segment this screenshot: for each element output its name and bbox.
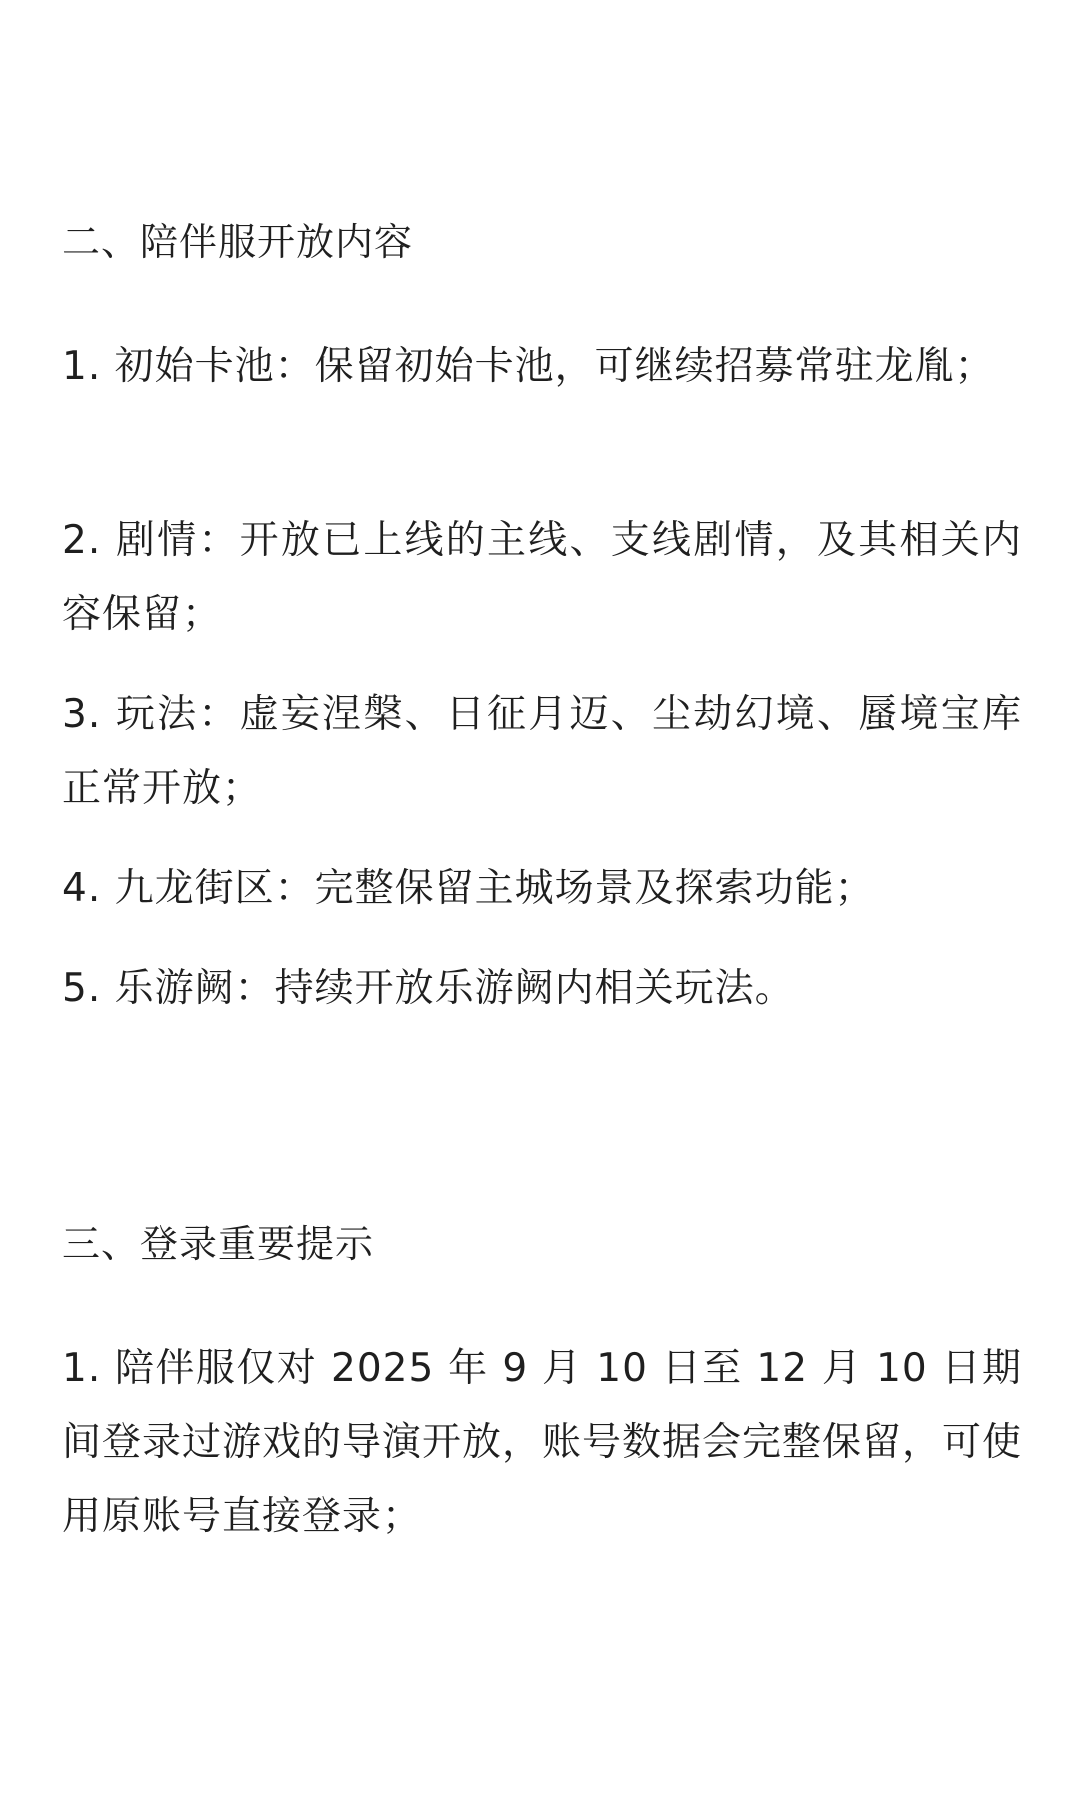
section-2-item-5: 5. 乐游阙：持续开放乐游阙内相关玩法。 bbox=[62, 966, 795, 1011]
section-3-item-1: 1. 陪伴服仅对 2025 年 9 月 10 日至 12 月 10 日期间登录过游戏的导演开放，账号数据会完整保留，可使用原账号直接登录； bbox=[62, 1346, 1023, 1539]
section-2-item-2: 2. 剧情：开放已上线的主线、支线剧情，及其相关内容保留； bbox=[62, 518, 1022, 637]
section-2-item-4: 4. 九龙街区：完整保留主城场景及探索功能； bbox=[62, 866, 875, 911]
section-2-title: 二、陪伴服开放内容 bbox=[62, 220, 414, 264]
section-2-item-1: 1. 初始卡池：保留初始卡池，可继续招募常驻龙胤； bbox=[62, 344, 995, 389]
section-2-item-3: 3. 玩法：虚妄涅槃、日征月迈、尘劫幻境、蜃境宝库正常开放； bbox=[62, 692, 1022, 811]
section-3-title: 三、登录重要提示 bbox=[62, 1222, 375, 1266]
